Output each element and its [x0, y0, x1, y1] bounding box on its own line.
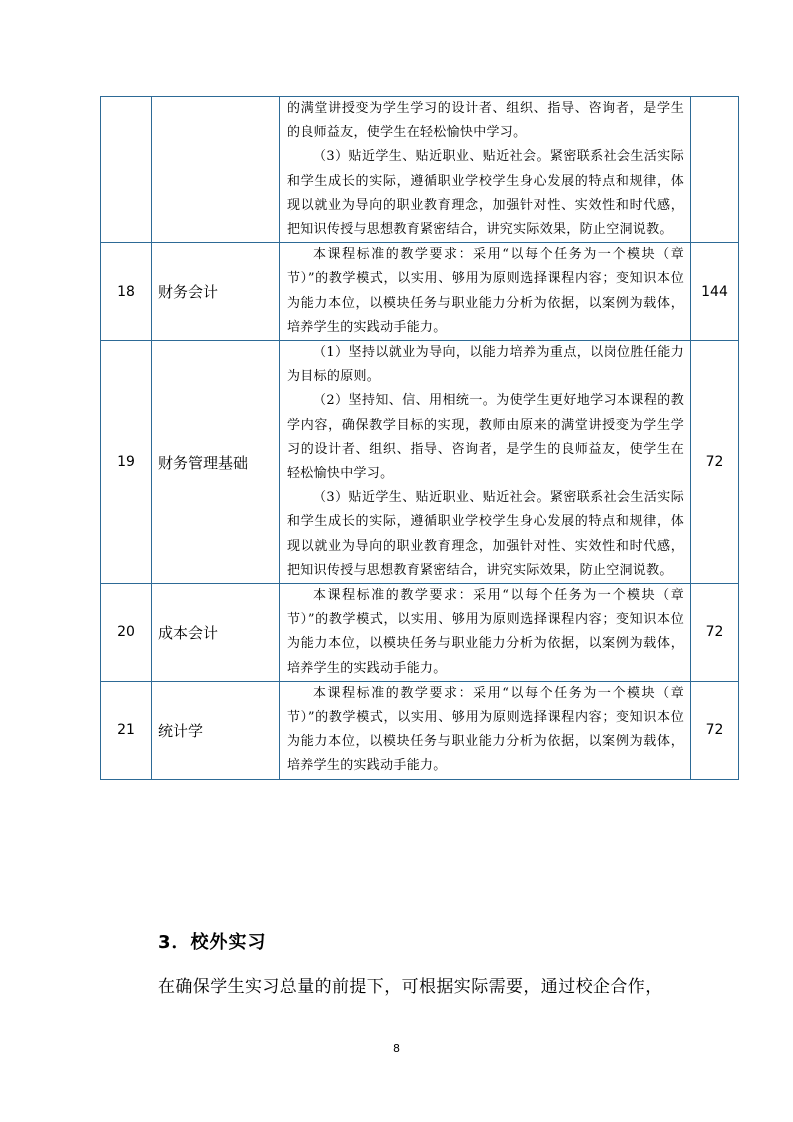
description-paragraph: 本课程标准的教学要求：采用“以每个任务为一个模块（章节）”的教学模式，以实用、够用为原则选择课程内容；变知识本位为能力本位，以模块任务与职业能力分析为依据，以案例为载体，培养学生的实践动手能力。 — [287, 588, 684, 676]
description-paragraph: （2）坚持知、信、用相统一。为使学生更好地学习本课程的教学内容，确保教学目标的实现，教师由原来的满堂讲授变为学生学习的设计者、组织、指导、咨询者，是学生的良师益友，使学生在轻松愉快中学习。 — [287, 393, 684, 482]
course-hours: 72 — [691, 681, 739, 779]
table-row — [101, 97, 739, 243]
section-body-text: 在确保学生实习总量的前提下，可根据实际需要，通过校企合作， — [158, 977, 663, 997]
description-paragraph: （3）贴近学生、贴近职业、贴近社会。紧密联系社会生活实际和学生成长的实际，遵循职业学校学生身心发展的特点和规律，体现以就业为导向的职业教育理念，加强针对性、实效性和时代感，把知识传授与思想教育紧密结合，讲究实际效果，防止空洞说教。 — [287, 149, 684, 238]
row-number — [101, 97, 152, 243]
table-row — [101, 681, 739, 779]
description-paragraph: 的满堂讲授变为学生学习的设计者、组织、指导、咨询者，是学生的良师益友，使学生在轻松愉快中学习。 — [287, 101, 684, 141]
course-name: 统计学 — [152, 681, 280, 779]
description-paragraph: 本课程标准的教学要求：采用“以每个任务为一个模块（章节）”的教学模式，以实用、够用为原则选择课程内容；变知识本位为能力本位，以模块任务与职业能力分析为依据，以案例为载体，培养学生的实践动手能力。 — [287, 247, 684, 335]
row-number: 21 — [101, 681, 152, 779]
page-number: 8 — [393, 1042, 400, 1055]
row-number: 18 — [101, 243, 152, 341]
section-heading: 3．校外实习 — [158, 932, 267, 953]
description-paragraph: 本课程标准的教学要求：采用“以每个任务为一个模块（章节）”的教学模式，以实用、够用为原则选择课程内容；变知识本位为能力本位，以模块任务与职业能力分析为依据，以案例为载体，培养学生的实践动手能力。 — [287, 685, 684, 774]
row-number: 20 — [101, 584, 152, 682]
course-description — [280, 97, 691, 243]
description-paragraph: （1）坚持以就业为导向，以能力培养为重点，以岗位胜任能力为目标的原则。 — [287, 345, 684, 385]
table-row — [101, 341, 739, 584]
course-description — [280, 681, 691, 779]
course-name — [152, 97, 280, 243]
course-hours: 72 — [691, 584, 739, 682]
course-name: 成本会计 — [152, 584, 280, 682]
course-description — [280, 243, 691, 341]
description-paragraph: （3）贴近学生、贴近职业、贴近社会。紧密联系社会生活实际和学生成长的实际，遵循职业学校学生身心发展的特点和规律，体现以就业为导向的职业教育理念，加强针对性、实效性和时代感，把知识传授与思想教育紧密结合，讲究实际效果，防止空洞说教。 — [287, 490, 684, 578]
course-hours: 72 — [691, 341, 739, 584]
course-hours — [691, 97, 739, 243]
course-description — [280, 341, 691, 584]
table-row — [101, 243, 739, 341]
course-name: 财务管理基础 — [152, 341, 280, 584]
course-description — [280, 584, 691, 682]
course-table — [100, 96, 739, 780]
course-hours: 144 — [691, 243, 739, 341]
table-row — [101, 584, 739, 682]
row-number: 19 — [101, 341, 152, 584]
course-name: 财务会计 — [152, 243, 280, 341]
